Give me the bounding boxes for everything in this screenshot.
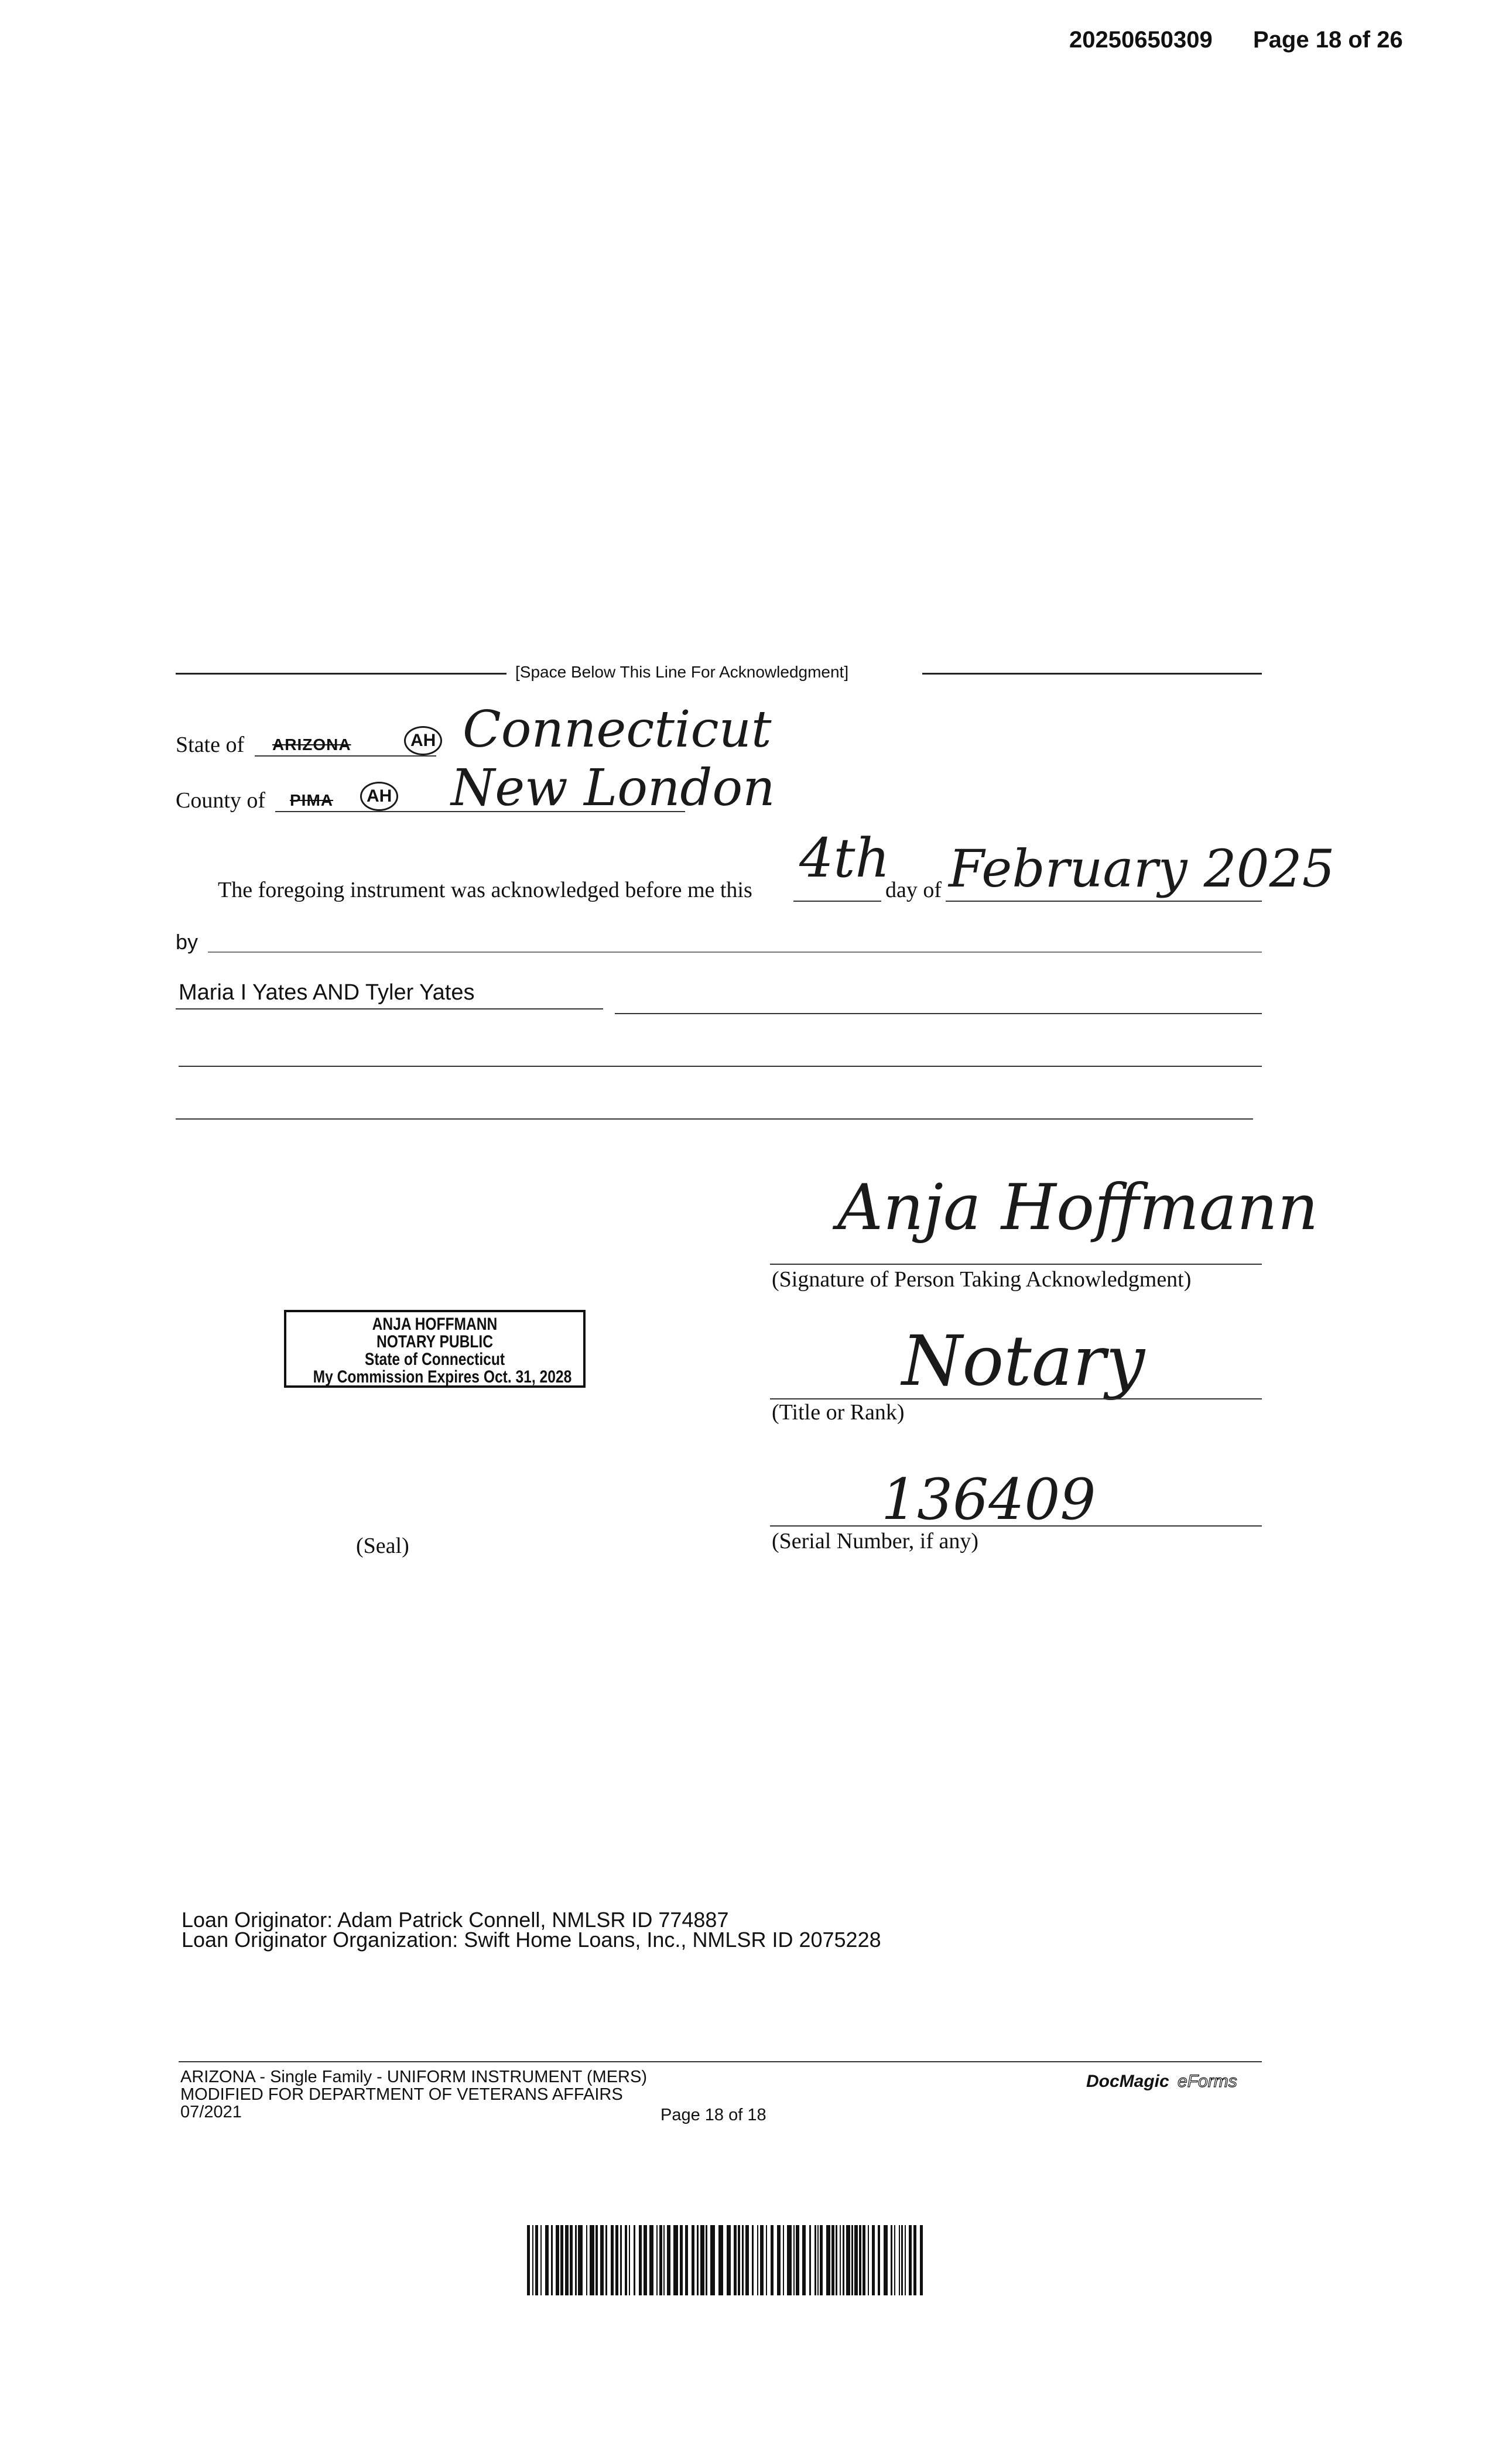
- footer-form-line-2: MODIFIED FOR DEPARTMENT OF VETERANS AFFAIRS: [180, 2085, 623, 2104]
- day-underline: [793, 901, 881, 902]
- barcode-bar: [901, 2225, 903, 2295]
- stamp-line-3: State of Connecticut: [364, 1350, 505, 1369]
- county-initials-circle: AH: [360, 782, 398, 811]
- footer-form-date: 07/2021: [180, 2103, 242, 2121]
- barcode-bar: [920, 2225, 923, 2295]
- barcode-bar: [625, 2225, 627, 2295]
- barcode-bar: [878, 2225, 880, 2295]
- serial-handwritten: 136409: [881, 1467, 1096, 1532]
- acknowledging-parties: Maria I Yates AND Tyler Yates: [179, 980, 475, 1005]
- barcode-bar: [846, 2225, 850, 2295]
- serial-line: [770, 1525, 1262, 1527]
- barcode-bar: [551, 2225, 553, 2295]
- barcode-bar: [615, 2225, 618, 2295]
- barcode-bar: [913, 2225, 916, 2295]
- barcode-bar: [783, 2225, 784, 2295]
- recording-number: 20250650309: [1069, 27, 1213, 53]
- barcode-bar: [814, 2225, 816, 2295]
- barcode-bar: [766, 2225, 767, 2295]
- barcode-bar: [745, 2225, 749, 2295]
- barcode-bar: [863, 2225, 865, 2295]
- barcode-bar: [560, 2225, 563, 2295]
- footer-rule: [179, 2061, 1262, 2062]
- blank-line-2: [176, 1118, 1253, 1120]
- loan-originator-organization: Loan Originator Organization: Swift Home Loans, Inc., NMLSR ID 2075228: [182, 1928, 881, 1952]
- docmagic-brand: DocMagic: [1086, 2072, 1169, 2091]
- page-counter: Page 18 of 26: [1253, 27, 1403, 53]
- barcode-bar: [796, 2225, 799, 2295]
- barcode-bar: [620, 2225, 622, 2295]
- barcode-bar: [884, 2225, 888, 2295]
- barcode-bar: [727, 2225, 731, 2295]
- barcode-bar: [663, 2225, 665, 2295]
- stamp-line-4: My Commission Expires Oct. 31, 2028: [313, 1367, 572, 1387]
- barcode-bar: [667, 2225, 670, 2295]
- month-underline: [946, 901, 1262, 902]
- barcode-bar: [644, 2225, 647, 2295]
- barcode-bar: [820, 2225, 823, 2295]
- barcode-bar: [578, 2225, 583, 2295]
- barcode-bar: [634, 2225, 635, 2295]
- day-handwritten: 4th: [799, 827, 890, 889]
- barcode-bar: [854, 2225, 858, 2295]
- barcode-bar: [685, 2225, 688, 2295]
- county-label: County of: [176, 788, 266, 813]
- barcode-bar: [840, 2225, 841, 2295]
- barcode-bar: [738, 2225, 740, 2295]
- notary-stamp: [284, 1310, 586, 1388]
- day-of-label: day of: [885, 878, 942, 902]
- barcode-bar: [540, 2225, 542, 2295]
- title-caption: (Title or Rank): [772, 1400, 905, 1425]
- footer-form-line-1: ARIZONA - Single Family - UNIFORM INSTRUMENT (MERS): [180, 2068, 648, 2086]
- barcode-bar: [742, 2225, 744, 2295]
- barcode-bar: [605, 2225, 607, 2295]
- barcode-bar: [793, 2225, 795, 2295]
- barcode-bar: [535, 2225, 538, 2295]
- barcode-bar: [734, 2225, 737, 2295]
- stamp-line-2: NOTARY PUBLIC: [376, 1332, 494, 1351]
- state-label: State of: [176, 733, 245, 757]
- signature-line: [770, 1264, 1262, 1265]
- barcode-bar: [706, 2225, 707, 2295]
- barcode-bar: [575, 2225, 577, 2295]
- barcode-bar: [851, 2225, 853, 2295]
- barcode-bar: [710, 2225, 715, 2295]
- docmagic-logo: [1086, 2072, 1237, 2092]
- barcode-bar: [656, 2225, 658, 2295]
- state-struck-text: ARIZONA: [272, 735, 351, 754]
- barcode-bar: [649, 2225, 653, 2295]
- barcode-bar: [527, 2225, 530, 2295]
- barcode-bar: [596, 2225, 598, 2295]
- barcode-bar: [556, 2225, 559, 2295]
- names-underline-right: [615, 1013, 1262, 1014]
- footer-page-number: Page 18 of 18: [660, 2106, 766, 2124]
- by-underline: [208, 952, 1262, 953]
- barcode-bar: [802, 2225, 806, 2295]
- barcode-bar: [826, 2225, 830, 2295]
- by-label: by: [176, 930, 199, 954]
- state-handwritten: Connecticut: [463, 700, 772, 759]
- barcode-bar: [899, 2225, 900, 2295]
- state-initials-circle: AH: [404, 726, 442, 755]
- barcode-bar: [891, 2225, 892, 2295]
- barcode-bar: [787, 2225, 792, 2295]
- barcode-bar: [680, 2225, 683, 2295]
- barcode-bar: [718, 2225, 723, 2295]
- barcode-bar: [760, 2225, 764, 2295]
- title-handwritten: Notary: [902, 1320, 1145, 1401]
- foregoing-text: The foregoing instrument was acknowledged before me this: [218, 878, 752, 902]
- barcode-bar: [570, 2225, 573, 2295]
- docmagic-brand-suffix: eForms: [1178, 2072, 1237, 2091]
- names-underline: [176, 1008, 603, 1009]
- state-underline: [255, 755, 436, 757]
- barcode-bar: [692, 2225, 694, 2295]
- blank-line-1: [179, 1066, 1262, 1067]
- seal-label: (Seal): [356, 1534, 409, 1558]
- barcode-bar: [629, 2225, 630, 2295]
- barcode-bar: [565, 2225, 569, 2295]
- county-struck-text: PIMA: [290, 791, 333, 809]
- barcode-bar: [590, 2225, 594, 2295]
- barcode-bar: [859, 2225, 861, 2295]
- barcode-bar: [817, 2225, 819, 2295]
- separator-rule-left: [176, 673, 506, 675]
- barcode-bar: [909, 2225, 912, 2295]
- barcode-bar: [809, 2225, 811, 2295]
- barcode-bar: [700, 2225, 704, 2295]
- notary-signature: Anja Hoffmann: [837, 1171, 1319, 1244]
- barcode-bar: [532, 2225, 533, 2295]
- barcode-bar: [905, 2225, 906, 2295]
- barcode-bar: [697, 2225, 699, 2295]
- barcode-bar: [771, 2225, 774, 2295]
- barcode-bar: [872, 2225, 875, 2295]
- barcode-bar: [868, 2225, 869, 2295]
- barcode-bar: [659, 2225, 662, 2295]
- acknowledgment-divider-label: [Space Below This Line For Acknowledgment]: [515, 663, 849, 681]
- barcode-bar: [757, 2225, 758, 2295]
- barcode-bar: [673, 2225, 678, 2295]
- loan-originator: Loan Originator: Adam Patrick Connell, NMLSR ID 774887: [182, 1908, 729, 1932]
- barcode-bar: [752, 2225, 754, 2295]
- document-barcode: [527, 2225, 931, 2295]
- barcode-bar: [586, 2225, 587, 2295]
- barcode-bar: [639, 2225, 642, 2295]
- barcode-bar: [843, 2225, 844, 2295]
- separator-rule-right: [922, 673, 1262, 675]
- barcode-bar: [600, 2225, 604, 2295]
- barcode-bar: [836, 2225, 837, 2295]
- barcode-bar: [545, 2225, 549, 2295]
- month-year-handwritten: February 2025: [949, 839, 1335, 899]
- barcode-bar: [831, 2225, 834, 2295]
- serial-caption: (Serial Number, if any): [772, 1529, 979, 1553]
- stamp-name: ANJA HOFFMANN: [372, 1315, 498, 1334]
- barcode-bar: [894, 2225, 895, 2295]
- signature-caption: (Signature of Person Taking Acknowledgment): [772, 1267, 1192, 1292]
- barcode-bar: [777, 2225, 781, 2295]
- barcode-bar: [611, 2225, 614, 2295]
- county-handwritten: New London: [451, 759, 775, 817]
